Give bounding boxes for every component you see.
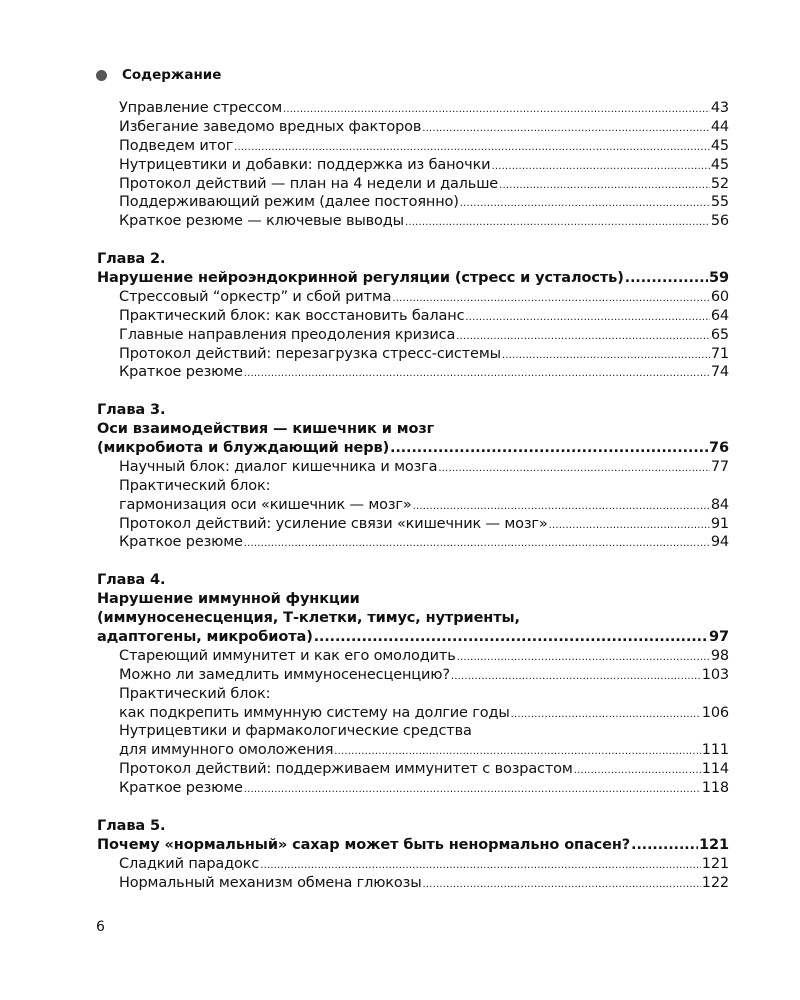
- toc-entry: [97, 175, 729, 194]
- section-gap: [97, 552, 729, 571]
- dot-leader: [422, 118, 710, 139]
- dot-leader: [392, 288, 709, 309]
- dot-leader: [457, 647, 710, 668]
- toc-page-number: 106: [701, 704, 729, 721]
- toc-page-number: 118: [701, 780, 729, 797]
- dot-leader: [438, 458, 709, 479]
- toc-entry-title: Краткое резюме: [119, 364, 243, 381]
- header-title: Содержание: [122, 67, 222, 83]
- toc-entry-title: адаптогены, микробиота): [97, 628, 313, 645]
- dot-leader: [465, 307, 709, 328]
- toc-chapter-line: [97, 269, 729, 288]
- dot-leader: [314, 628, 708, 647]
- dot-leader: [260, 855, 701, 876]
- dot-leader: [460, 193, 710, 214]
- toc-chapter-line: [97, 420, 729, 439]
- toc-page-number: 97: [709, 628, 729, 645]
- toc-entry-title: Подведем итог: [119, 137, 234, 154]
- toc-chapter-line: [97, 439, 729, 458]
- toc-entry: [97, 874, 729, 893]
- dot-leader: [451, 666, 701, 687]
- dot-leader: [423, 874, 701, 895]
- dot-leader: [491, 156, 709, 177]
- toc-entry: [97, 307, 729, 326]
- dot-leader: [499, 175, 710, 196]
- bullet-icon: [96, 70, 107, 81]
- toc-entry: [97, 685, 729, 704]
- toc-entry-title: Управление стрессом: [119, 100, 283, 116]
- toc-entry-title: (иммуносенесценция, Т-клетки, тимус, нутриенты,: [97, 610, 520, 627]
- toc-entry: [97, 666, 729, 685]
- page-number: 6: [96, 919, 105, 935]
- toc-chapter-line: [97, 571, 729, 590]
- dot-leader: [413, 496, 710, 517]
- toc-entry: [97, 515, 729, 534]
- dot-leader: [405, 212, 710, 233]
- toc-entry-title: Оси взаимодействия — кишечник и мозг: [97, 421, 435, 438]
- toc-page-number: 43: [710, 100, 729, 116]
- toc-entry-title: Практический блок:: [119, 685, 271, 702]
- toc-page-number: 98: [710, 647, 729, 664]
- toc-chapter-line: [97, 401, 729, 420]
- toc-page-number: 94: [710, 534, 729, 551]
- toc-entry-title: Краткое резюме: [119, 780, 243, 797]
- toc-entry-title: Глава 3.: [97, 402, 166, 419]
- dot-leader: [334, 741, 700, 762]
- dot-leader: [549, 515, 710, 536]
- toc-entry: [97, 345, 729, 364]
- toc-chapter-line: [97, 628, 729, 647]
- toc-entry: [97, 118, 729, 137]
- toc-page-number: 64: [710, 307, 729, 324]
- dot-leader: [511, 704, 701, 725]
- dot-leader: [390, 439, 708, 458]
- dot-leader: [244, 363, 710, 384]
- toc-entry: [97, 193, 729, 212]
- toc-entry-title: Глава 5.: [97, 817, 166, 834]
- toc-page-number: 45: [710, 156, 729, 173]
- toc-page-number: 114: [701, 761, 729, 778]
- toc-entry: [97, 722, 729, 741]
- toc-page-number: 76: [709, 440, 729, 457]
- toc-entry-title: Глава 2.: [97, 251, 166, 268]
- toc-chapter-line: [97, 590, 729, 609]
- toc-page-number: 65: [710, 326, 729, 343]
- toc-entry: [97, 99, 729, 118]
- toc-entry-title: (микробиота и блуждающий нерв): [97, 440, 390, 457]
- dot-leader: [502, 345, 710, 366]
- toc-page-number: 74: [710, 364, 729, 381]
- toc-entry-title: Стрессовый “оркестр” и сбой ритма: [119, 288, 392, 305]
- toc-page-number: 44: [710, 118, 729, 135]
- toc-entry-title: Главные направления преодоления кризиса: [119, 326, 456, 343]
- section-gap: [97, 382, 729, 401]
- table-of-contents: [97, 99, 729, 892]
- toc-entry-title: Сладкий парадокс: [119, 855, 260, 872]
- toc-entry: [97, 647, 729, 666]
- toc-page-number: 121: [701, 855, 729, 872]
- toc-page-number: 84: [710, 496, 729, 513]
- toc-page-number: 103: [701, 666, 729, 683]
- toc-page-number: 77: [710, 458, 729, 475]
- toc-entry-title: Протокол действий — план на 4 недели и дальше: [119, 175, 499, 192]
- toc-entry-title: Краткое резюме — ключевые выводы: [119, 213, 404, 230]
- toc-chapter-line: [97, 817, 729, 836]
- dot-leader: [283, 99, 710, 120]
- toc-entry-title: Нарушение нейроэндокринной регуляции (стресс и усталость): [97, 270, 624, 287]
- toc-entry-title: Почему «нормальный» сахар может быть ненормально опасен?: [97, 836, 631, 853]
- toc-entry-title: Нутрицевтики и фармакологические средства: [119, 723, 472, 740]
- toc-entry: [97, 496, 729, 515]
- toc-entry: [97, 458, 729, 477]
- toc-page-number: 91: [710, 515, 729, 532]
- toc-entry-title: Глава 4.: [97, 572, 166, 589]
- toc-entry: [97, 156, 729, 175]
- toc-chapter-line: [97, 609, 729, 628]
- toc-chapter-line: [97, 250, 729, 269]
- toc-entry-title: Протокол действий: перезагрузка стресс-системы: [119, 345, 501, 362]
- toc-page-number: 55: [710, 194, 729, 211]
- toc-page-number: 60: [710, 288, 729, 305]
- toc-entry-title: Можно ли замедлить иммуносенесценцию?: [119, 666, 450, 683]
- toc-entry: [97, 288, 729, 307]
- toc-entry: [97, 704, 729, 723]
- toc-entry: [97, 363, 729, 382]
- toc-entry-title: Практический блок:: [119, 477, 271, 494]
- toc-page-number: 111: [701, 742, 729, 759]
- section-gap: [97, 231, 729, 250]
- toc-page-number: 122: [701, 874, 729, 891]
- dot-leader: [631, 836, 698, 855]
- dot-leader: [456, 326, 710, 347]
- toc-entry: [97, 760, 729, 779]
- dot-leader: [244, 779, 701, 800]
- toc-entry-title: для иммунного омоложения: [119, 742, 334, 759]
- toc-entry: [97, 212, 729, 231]
- toc-entry-title: Краткое резюме: [119, 534, 243, 551]
- toc-entry-title: Поддерживающий режим (далее постоянно): [119, 194, 459, 211]
- toc-entry-title: как подкрепить иммунную систему на долгие годы: [119, 704, 510, 721]
- toc-entry: [97, 741, 729, 760]
- toc-entry: [97, 137, 729, 156]
- toc-entry: [97, 326, 729, 345]
- toc-entry-title: Стареющий иммунитет и как его омолодить: [119, 647, 456, 664]
- dot-leader: [234, 137, 710, 158]
- toc-entry: [97, 779, 729, 798]
- toc-entry-title: Избегание заведомо вредных факторов: [119, 118, 422, 135]
- toc-entry-title: Протокол действий: поддерживаем иммунитет с возрастом: [119, 761, 573, 778]
- toc-entry: [97, 533, 729, 552]
- toc-entry-title: Практический блок: как восстановить баланс: [119, 307, 465, 324]
- toc-entry-title: Нутрицевтики и добавки: поддержка из баночки: [119, 156, 491, 173]
- dot-leader: [574, 760, 701, 781]
- toc-entry: [97, 477, 729, 496]
- toc-entry-title: Научный блок: диалог кишечника и мозга: [119, 458, 438, 475]
- toc-entry: [97, 855, 729, 874]
- toc-page-number: 71: [710, 345, 729, 362]
- toc-page-number: 56: [710, 213, 729, 230]
- dot-leader: [244, 533, 710, 554]
- toc-entry-title: Нарушение иммунной функции: [97, 591, 360, 608]
- toc-page-number: 52: [710, 175, 729, 192]
- dot-leader: [625, 269, 708, 288]
- toc-entry-title: Нормальный механизм обмена глюкозы: [119, 874, 422, 891]
- toc-page-number: 45: [710, 137, 729, 154]
- toc-entry-title: Протокол действий: усиление связи «кишечник — мозг»: [119, 515, 548, 532]
- toc-page-number: 121: [699, 836, 729, 853]
- toc-page-number: 59: [709, 270, 729, 287]
- section-gap: [97, 798, 729, 817]
- toc-header: [96, 67, 221, 83]
- toc-entry-title: гармонизация оси «кишечник — мозг»: [119, 496, 412, 513]
- toc-chapter-line: [97, 836, 729, 855]
